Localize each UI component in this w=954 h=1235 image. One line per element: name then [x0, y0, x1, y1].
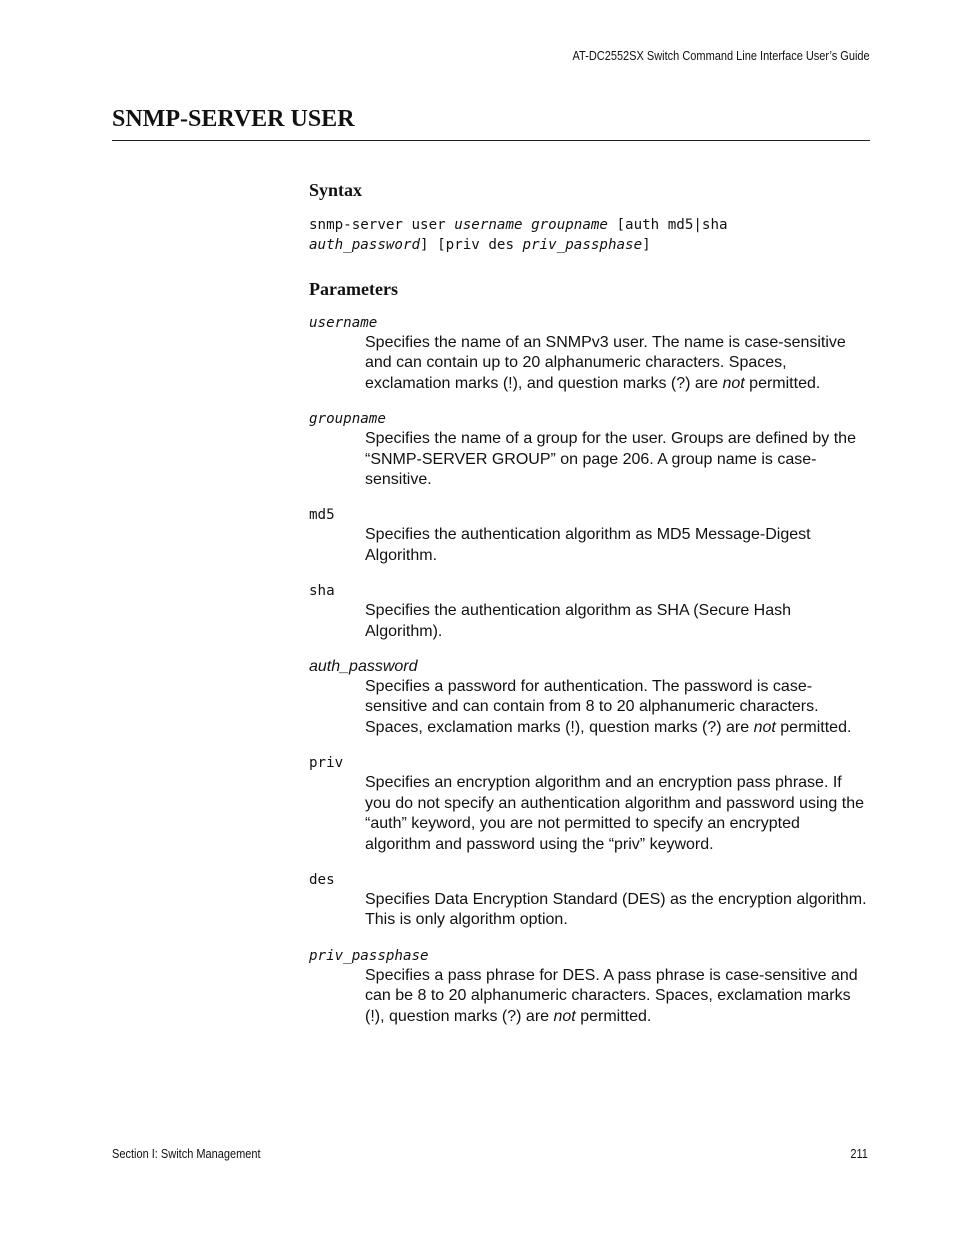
parameter-description [365, 525, 869, 566]
emphasis-text: not [722, 374, 745, 392]
emphasis-text: priv_passphase [522, 236, 643, 253]
parameter-description [365, 773, 869, 855]
parameter-item [309, 505, 869, 566]
parameter-term: auth_password [309, 658, 418, 676]
emphasis-text: auth_password [309, 236, 421, 253]
text-run: Specifies the authentication algorithm as MD5 Message-Digest Algorithm. [365, 526, 811, 564]
syntax-line-1 [309, 216, 869, 236]
text-run: ] [priv des [420, 236, 523, 253]
emphasis-text: not [553, 1007, 576, 1025]
title-divider [112, 140, 870, 141]
parameter-list [309, 313, 869, 1027]
syntax-heading: Syntax [309, 180, 363, 200]
text-run: Specifies the name of an SNMPv3 user. The name is case-sensitive and can contain up to 20 alphanumeric characters. Spaces, exclamation marks (!), and question marks (?) are [365, 334, 846, 392]
parameter-description [365, 890, 869, 931]
parameter-description [365, 966, 869, 1027]
syntax-line-2 [309, 236, 869, 256]
parameter-term: username [309, 315, 378, 331]
parameter-term: sha [309, 583, 335, 600]
text-run: Specifies an encryption algorithm and an encryption pass phrase. If you do not specify an authentication algorithm and password using the “auth” keyword, you are not permitted to specify an encrypted algorithm and password using the “priv” keyword. [365, 774, 864, 853]
text-run: snmp-server user [309, 217, 455, 233]
emphasis-text: username groupname [454, 217, 608, 233]
parameter-description [365, 333, 869, 394]
text-run: [auth md5|sha [607, 217, 728, 233]
text-run: Specifies Data Encryption Standard (DES) as the encryption algorithm. This is only algorithm option. [365, 890, 867, 929]
text-run: Specifies a password for authentication. The password is case-sensitive and can contain from 8 to 20 alphanumeric characters. Spaces, exclamation marks (!), question marks (?) are [365, 678, 819, 736]
text-run: ] [642, 236, 651, 253]
parameter-item [309, 753, 869, 855]
parameter-item [309, 409, 869, 490]
parameter-item [309, 870, 869, 931]
syntax-block [309, 216, 869, 255]
parameters-heading: Parameters [309, 279, 398, 299]
parameter-term: priv_passphase [309, 947, 429, 964]
page-title: SNMP-SERVER USER [112, 106, 355, 132]
parameter-term: groupname [309, 411, 386, 428]
parameter-item [309, 581, 869, 642]
parameter-term: md5 [309, 507, 335, 524]
running-header: AT-DC2552SX Switch Command Line Interface User’s Guide [572, 49, 870, 63]
parameter-item [309, 313, 869, 394]
text-run: permitted. [575, 1007, 652, 1025]
parameter-term: priv [309, 755, 344, 772]
text-run: Specifies the name of a group for the user. Groups are defined by the “SNMP-SERVER GROUP” on page 206. A group name is case-sensitive. [365, 430, 856, 489]
text-run: permitted. [775, 718, 852, 736]
parameter-description [365, 601, 869, 642]
emphasis-text: not [753, 718, 776, 736]
text-run: Specifies a pass phrase for DES. A pass phrase is case-sensitive and can be 8 to 20 alphanumeric characters. Spaces, exclamation marks (!), question marks (?) are [365, 966, 858, 1025]
parameter-description [365, 429, 869, 490]
footer-section-label: Section I: Switch Management [112, 1147, 261, 1161]
parameter-description [365, 677, 869, 738]
text-run: permitted. [744, 374, 821, 392]
parameter-term: des [309, 871, 335, 888]
main-content [309, 178, 869, 1042]
text-run: Specifies the authentication algorithm as SHA (Secure Hash Algorithm). [365, 602, 792, 640]
parameter-item [309, 657, 869, 738]
parameter-item [309, 946, 869, 1027]
footer-page-number: 211 [850, 1147, 868, 1161]
